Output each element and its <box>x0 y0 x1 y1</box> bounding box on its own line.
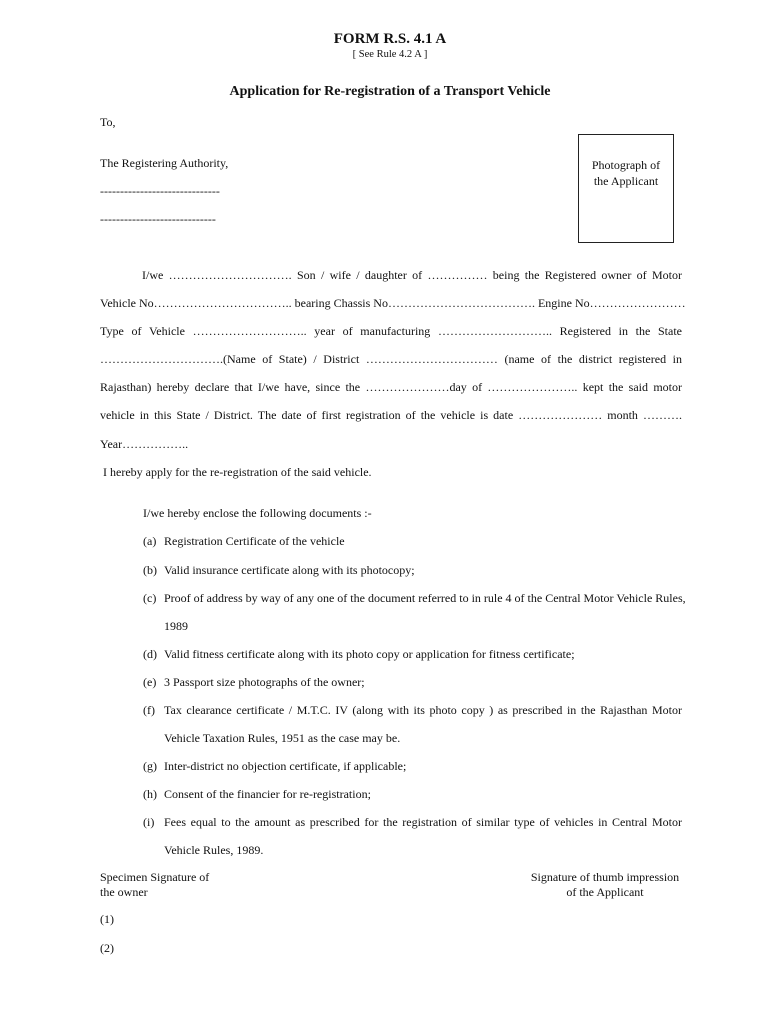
photograph-caption-line-2: the Applicant <box>593 174 659 188</box>
declaration-line-1: I/we …………………………. Son / wife / daughter of …………… being the Registered owner of Motor <box>142 268 682 282</box>
document-title: Application for Re-registration of a Transport Vehicle <box>229 84 551 99</box>
declaration-line-6: vehicle in this State / District. The date of first registration of the vehicle is date ………………… month ………. <box>100 408 682 422</box>
salutation-to: To, <box>100 115 116 129</box>
form-number: FORM R.S. 4.1 A <box>333 31 447 47</box>
rule-reference: [ See Rule 4.2 A ] <box>352 49 428 60</box>
document-item-letter-a: (a) <box>143 534 157 548</box>
declaration-line-5: Rajasthan) hereby declare that I/we have, since the …………………day of ………………….. kept the said motor <box>100 380 682 394</box>
document-item-f: Tax clearance certificate / M.T.C. IV (along with its photo copy ) as prescribed in the Rajasthan Motor <box>164 703 682 717</box>
signature-slot-2: (2) <box>100 941 114 955</box>
document-item-f-continued: Vehicle Taxation Rules, 1951 as the case may be. <box>164 731 401 745</box>
photograph-caption-line-1: Photograph of <box>591 158 661 172</box>
signature-slot-1: (1) <box>100 912 114 926</box>
declaration-line-3: Type of Vehicle ……………………….. year of manufacturing ……………………….. Registered in the State <box>100 324 682 338</box>
document-item-b: Valid insurance certificate along with its photocopy; <box>164 563 415 577</box>
document-item-i-continued: Vehicle Rules, 1989. <box>164 843 264 857</box>
document-item-letter-b: (b) <box>143 563 157 577</box>
document-item-d: Valid fitness certificate along with its photo copy or application for fitness certificate; <box>164 647 575 661</box>
owner-signature-label-line-2: the owner <box>100 885 148 899</box>
document-item-letter-f: (f) <box>143 703 155 717</box>
owner-signature-label-line-1: Specimen Signature of <box>100 870 210 884</box>
registering-authority: The Registering Authority, <box>100 156 229 170</box>
document-item-letter-e: (e) <box>143 675 157 689</box>
address-blank-line-2: ----------------------------- <box>100 212 216 226</box>
document-item-a: Registration Certificate of the vehicle <box>164 534 345 548</box>
declaration-line-4: ………………………….(Name of State) / District …………………………… (name of the district registered in <box>100 352 682 366</box>
document-item-letter-i: (i) <box>143 815 155 829</box>
reregistration-request: I hereby apply for the re-registration of the said vehicle. <box>103 465 372 479</box>
thumb-impression-label-line-2: of the Applicant <box>566 885 644 899</box>
document-item-letter-c: (c) <box>143 591 157 605</box>
document-item-letter-h: (h) <box>143 787 157 801</box>
documents-intro: I/we hereby enclose the following documents :- <box>143 506 372 520</box>
document-item-letter-g: (g) <box>143 759 157 773</box>
document-item-g: Inter-district no objection certificate, if applicable; <box>164 759 407 773</box>
document-item-i: Fees equal to the amount as prescribed for the registration of similar type of vehicles in Central Motor <box>164 815 682 829</box>
photograph-box <box>578 134 674 243</box>
thumb-impression-label-line-1: Signature of thumb impression <box>530 870 680 884</box>
document-item-e: 3 Passport size photographs of the owner; <box>164 675 365 689</box>
document-item-letter-d: (d) <box>143 647 157 661</box>
document-item-c: Proof of address by way of any one of the document referred to in rule 4 of the Central Motor Vehicle Rules, <box>164 591 686 605</box>
document-item-h: Consent of the financier for re-registration; <box>164 787 371 801</box>
address-blank-line-1: ------------------------------ <box>100 184 220 198</box>
photograph-caption <box>579 157 673 189</box>
declaration-year: Year…………….. <box>100 437 189 451</box>
document-item-c-continued: 1989 <box>164 619 188 633</box>
declaration-line-2: Vehicle No…………………………….. bearing Chassis No………………………………. Engine No…………………… <box>100 296 686 310</box>
